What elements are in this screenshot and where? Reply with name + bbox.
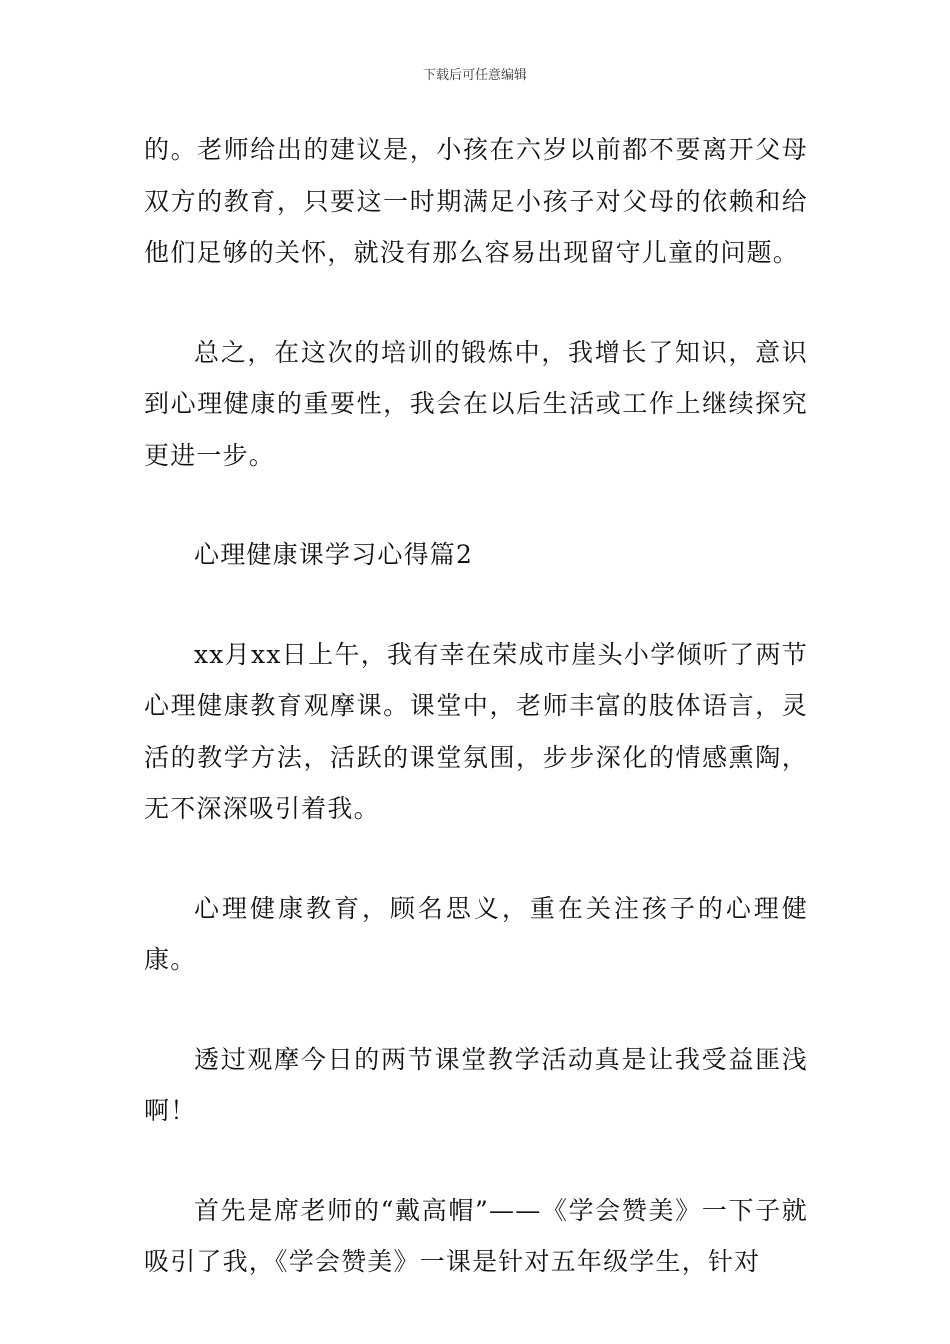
paragraph-spacer (144, 1137, 808, 1185)
document-body (144, 124, 808, 1288)
paragraph-spacer (144, 835, 808, 883)
paragraph-reflection: 透过观摩今日的两节课堂教学活动真是让我受益匪浅啊！ (144, 1044, 808, 1125)
paragraph-continuation: 的。老师给出的建议是，小孩在六岁以前都不要离开父母双方的教育，只要这一时期满足小孩子对父母的依赖和给他们足够的关怀，就没有那么容易出现留守儿童的问题。 (144, 135, 808, 267)
paragraph-spacer (144, 279, 808, 327)
paragraph-spacer (144, 481, 808, 529)
section-heading: 心理健康课学习心得篇2 (194, 540, 474, 569)
page-header: 下载后可任意编辑 (422, 68, 527, 83)
paragraph-first-lesson: 首先是席老师的“戴高帽”——《学会赞美》一下子就吸引了我，《学会赞美》一课是针对五年级学生，针对 (144, 1195, 808, 1276)
paragraph-spacer (144, 581, 808, 629)
paragraph-intro: xx月xx日上午，我有幸在荣成市崖头小学倾听了两节心理健康教育观摩课。课堂中，老师丰富的肢体语言，灵活的教学方法，活跃的课堂氛围，步步深化的情感熏陶，无不深深吸引着我。 (144, 639, 808, 823)
paragraph-definition: 心理健康教育，顾名思义，重在关注孩子的心理健康。 (144, 893, 808, 974)
paragraph-conclusion: 总之，在这次的培训的锻炼中，我增长了知识，意识到心理健康的重要性，我会在以后生活或工作上继续探究更进一步。 (144, 337, 808, 470)
paragraph-spacer (144, 986, 808, 1034)
